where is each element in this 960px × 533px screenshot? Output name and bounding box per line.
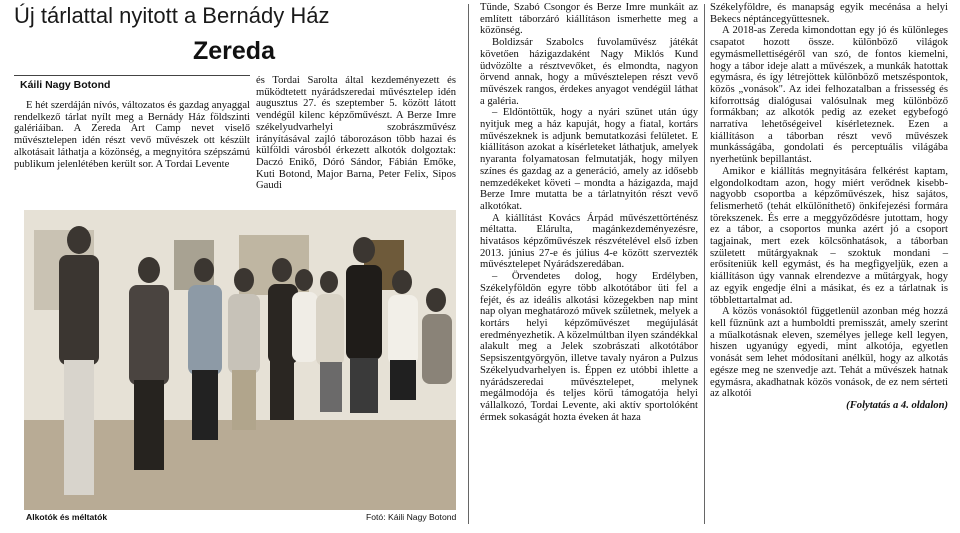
paragraph: A közös vonásoktól függetlenül azonban még hozzá kell fűznünk azt a humboldti premisszát, amely szerint a műalkotásnak eleven, személyes jellege kell legyen, hiszen ugyanúgy egyedi, mint alkotója, egyetlen vonását sem lehet módosítani anélkül, hogy az alkotás egésze meg ne szenvedje azt. Tehát a művészek hatnak egymásra, akadhatnak közös vonások, de ez nem sérteti az alkotói bbox=[710, 306, 948, 400]
photo-illustration bbox=[24, 210, 456, 510]
article-kicker: Új tárlattal nyitott a Bernády Ház bbox=[14, 3, 330, 28]
paragraph: – Örvendetes dolog, hogy Erdélyben, Székelyföldön egyre több alkotótábor üti fel a fejét, és az ideális alkotási közegekben nap mint nap olyan meghatározó művek születnek, melyek a kortárs helyi képzőművészet megújulását eredményezhetik. A közelmúltban ilyen szándékkal alakult meg a Jelek szobrászati alkotótábor Sepsiszentgyörgyön, illetve tavaly nyáron a Pulzus Székelyudvarhelyen is. Éppen ez utóbbi ihlette a nyárádszeredai művésztelepet, melynek megálmodója és teljes körű támogatója helyi vállalkozó, Tordai Levente, aki aktív sportolóként érmek sokaságát hozta éveken át haza bbox=[480, 271, 698, 423]
paragraph: A 2018-as Zereda kimondottan egy jó és különleges csapatot hozott össze. különböző világok egymásmellettiségéről van szó, de fontos kiemelni, hogy a tábor ideje alatt a művészek, a munkák hatottak egymásra, és így létrejöttek különböző metszéspontok, közös „vonások". Az idei felhozatalban a frissesség és kiforrottság dialógusai valósulnak meg különböző formákban; az alkotók pedig az ezeket egybefogó narratíva lehetőségeivel kísérleteznek. Ezen a kiállításon a táborban részt vevő művészek munkásságába, gondolati és perceptuális világába nyerhetünk bepillantást. bbox=[710, 25, 948, 166]
article-photo bbox=[24, 210, 456, 510]
continued-note: (Folytatás a 4. oldalon) bbox=[846, 399, 948, 411]
paragraph: Tünde, Szabó Csongor és Berze Imre munkáit az említett táborzáró kiállításon ismerhette meg a közönség. bbox=[480, 2, 698, 37]
photo-caption: Alkotók és méltatók bbox=[26, 512, 108, 522]
photo-credit: Fotó: Káili Nagy Botond bbox=[366, 512, 457, 522]
paragraph: – Eldöntöttük, hogy a nyári szünet után úgy nyitjuk meg a ház kapuját, hogy a fiatal, kortárs művészeknek is adjunk bemutatkozási felületet. E kiállításon azokat a kísérleteket láthatjuk, amelyek nyaranta folyamatosan felmutatják, hogy milyen színes és gazdag az a generáció, amely az idősebb nemzedékeket követi – mondta a házigazda, majd Berze Imre mutatta be a tárlatnyitón részt vevő alkotókat. bbox=[480, 107, 698, 212]
title-rule bbox=[14, 75, 250, 76]
paragraph: A kiállítást Kovács Árpád művészettörténész méltatta. Elárulta, magánkezdeményezésre, hivatásos képzőművészek részvételével első ízben 2013. június 27-e és július 4-e között szervezték művésztelepet Nyárádszeredában. bbox=[480, 212, 698, 271]
column-divider bbox=[704, 4, 705, 524]
paragraph: Boldizsár Szabolcs fuvolaművész játékát követően házigazdaként Nagy Miklós Kund üdvözölte a résztvevőket, és elmondta, nagyon örvend annak, hogy a művésztelepen részt vevő művészek rangos, érdekes anyagot vendégül láthat a galéria. bbox=[480, 37, 698, 107]
paragraph: Székelyföldre, és manapság egyik mecénása a helyi Bekecs néptáncegyüttesnek. bbox=[710, 2, 948, 25]
article-title: Zereda bbox=[193, 37, 275, 65]
paragraph: E hét szerdáján nívós, változatos és gazdag anyaggal rendelkező tárlat nyílt meg a Bernády Ház földszinti galériáiban. A Zereda Art Camp nevet viselő művésztelepen idén részt vevő művészek ott készült alkotásait láthatja a közönség, a megnyitóra szépszámú publikum jelenlétében került sor. A Tordai Levente bbox=[14, 100, 250, 170]
author-byline: Káili Nagy Botond bbox=[20, 79, 111, 91]
column-4 bbox=[710, 2, 948, 412]
column-3 bbox=[480, 2, 698, 423]
paragraph: és Tordai Sarolta által kezdeményezett és működtetett nyárádszeredai művésztelep idén augusztus 27. és szeptember 5. között látott vendégül kilenc képzőművészt. A Berze Imre székelyudvarhelyi szobrászművész irányításával zajló táborozáson több hazai és külföldi városból érkezett alkotók dolgoztak: Daczó Enikő, Dóró Sándor, Fábián Emőke, Kuti Botond, Major Barna, Peter Felix, Sipos Gaudi bbox=[256, 75, 456, 192]
column-2 bbox=[256, 75, 456, 192]
column-divider bbox=[468, 4, 469, 524]
paragraph: Amikor e kiállítás megnyitására felkérést kaptam, elgondolkodtam azon, hogy miért verődnek kisebb-nagyobb csoportba a képzőművészek, hisz sajátos, felismerhető (tehát elkülöníthető) önkifejezési formára törekszenek. És erre a meggyőződésre jutottam, hogy ez a tábor, a csoportos munka azért jó a csoport tagjainak, mert ezek kölcsönhatások, a táborban született műtárgyaknak – szoktuk mondani – erősíteniük kell egymást, és ha megfigyeljük, ezen a kiállításon úgy vannak elrendezve a műtárgyak, hogy az egyik engedje élni a másikat, és ez a tárlatnak is többlettartalmat ad. bbox=[710, 165, 948, 306]
column-1 bbox=[14, 100, 250, 170]
